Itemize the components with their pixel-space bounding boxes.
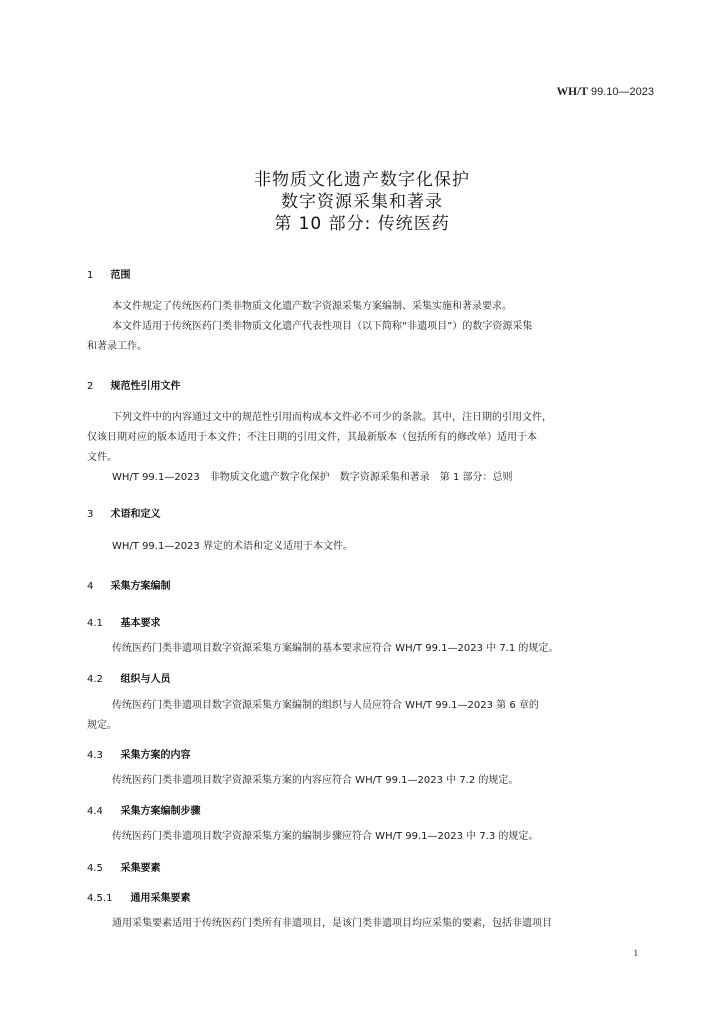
section-title: 采集方案的内容 xyxy=(120,750,191,761)
section-1-heading xyxy=(87,266,130,281)
section-4-1-heading xyxy=(87,614,160,629)
section-title: 术语和定义 xyxy=(110,509,161,520)
section-1-body xyxy=(87,297,655,357)
section-number: 4.2 xyxy=(87,674,103,685)
section-title: 规范性引用文件 xyxy=(110,381,181,392)
paragraph: 本文件规定了传统医药门类非物质文化遗产数字资源采集方案编制、采集实施和著录要求。 xyxy=(112,301,512,312)
section-2-body xyxy=(87,408,655,488)
section-number: 4.1 xyxy=(87,618,103,629)
section-title: 组织与人员 xyxy=(120,674,171,685)
section-number: 4 xyxy=(87,581,94,592)
paragraph-line: 规定。 xyxy=(87,720,117,731)
section-title: 采集方案编制 xyxy=(110,581,171,592)
section-title: 通用采集要素 xyxy=(130,893,191,904)
paragraph-line: 本文件适用于传统医药门类非物质文化遗产代表性项目（以下简称“非遗项目”）的数字资源采集 xyxy=(112,321,533,332)
section-4-5-1-heading xyxy=(87,889,190,904)
section-4-3-heading xyxy=(87,746,190,761)
standard-code xyxy=(557,86,654,98)
section-4-2-heading xyxy=(87,670,170,685)
section-number: 4.3 xyxy=(87,750,103,761)
section-number: 4.5.1 xyxy=(87,893,113,904)
document-title-line-2: 数字资源采集和著录 xyxy=(281,192,443,212)
paragraph: 传统医药门类非遗项目数字资源采集方案的编制步骤应符合 WH/T 99.1—2023 中 7.3 的规定。 xyxy=(112,831,539,842)
standard-number: 99.10—2023 xyxy=(591,86,654,98)
paragraph-line: 通用采集要素适用于传统医药门类所有非遗项目，是该门类非遗项目均应采集的要素，包括非遗项目 xyxy=(112,918,552,929)
section-4-3-body xyxy=(87,771,655,791)
normative-reference: WH/T 99.1—2023 非物质文化遗产数字化保护 数字资源采集和著录 第 1 部分：总则 xyxy=(112,472,513,483)
section-3-body xyxy=(87,537,655,557)
section-2-heading xyxy=(87,377,180,392)
paragraph-line: 传统医药门类非遗项目数字资源采集方案编制的组织与人员应符合 WH/T 99.1—2023 第 6 章的 xyxy=(112,700,539,711)
document-title-line-3: 第 10 部分: 传统医药 xyxy=(274,214,450,234)
section-title: 采集方案编制步骤 xyxy=(120,806,201,817)
paragraph-line: 下列文件中的内容通过文中的规范性引用而构成本文件必不可少的条款。其中，注日期的引用文件， xyxy=(112,412,552,423)
section-number: 1 xyxy=(87,270,94,281)
section-3-heading xyxy=(87,505,160,520)
standard-prefix: WH/T xyxy=(556,86,588,98)
section-number: 3 xyxy=(87,509,94,520)
section-4-4-heading xyxy=(87,802,200,817)
paragraph: 传统医药门类非遗项目数字资源采集方案的内容应符合 WH/T 99.1—2023 中 7.2 的规定。 xyxy=(112,775,519,786)
paragraph: 传统医药门类非遗项目数字资源采集方案编制的基本要求应符合 WH/T 99.1—2023 中 7.1 的规定。 xyxy=(112,643,559,654)
page-number: 1 xyxy=(633,948,638,958)
section-title: 采集要素 xyxy=(120,863,161,874)
section-4-4-body xyxy=(87,827,655,847)
section-4-heading xyxy=(87,577,170,592)
section-title: 基本要求 xyxy=(120,618,161,629)
paragraph-line: 和著录工作。 xyxy=(87,341,147,352)
section-number: 4.4 xyxy=(87,806,103,817)
paragraph-line: 仅该日期对应的版本适用于本文件；不注日期的引用文件，其最新版本（包括所有的修改单）适用于本 xyxy=(87,432,537,443)
section-4-5-heading xyxy=(87,859,160,874)
section-number: 4.5 xyxy=(87,863,103,874)
paragraph: WH/T 99.1—2023 界定的术语和定义适用于本文件。 xyxy=(112,541,353,552)
section-number: 2 xyxy=(87,381,94,392)
section-title: 范围 xyxy=(110,270,131,281)
document-title-line-1: 非物质文化遗产数字化保护 xyxy=(254,170,470,190)
section-4-2-body xyxy=(87,696,655,736)
section-4-1-body xyxy=(87,639,655,659)
paragraph-line: 文件。 xyxy=(87,452,117,463)
section-4-5-1-body xyxy=(87,914,655,934)
